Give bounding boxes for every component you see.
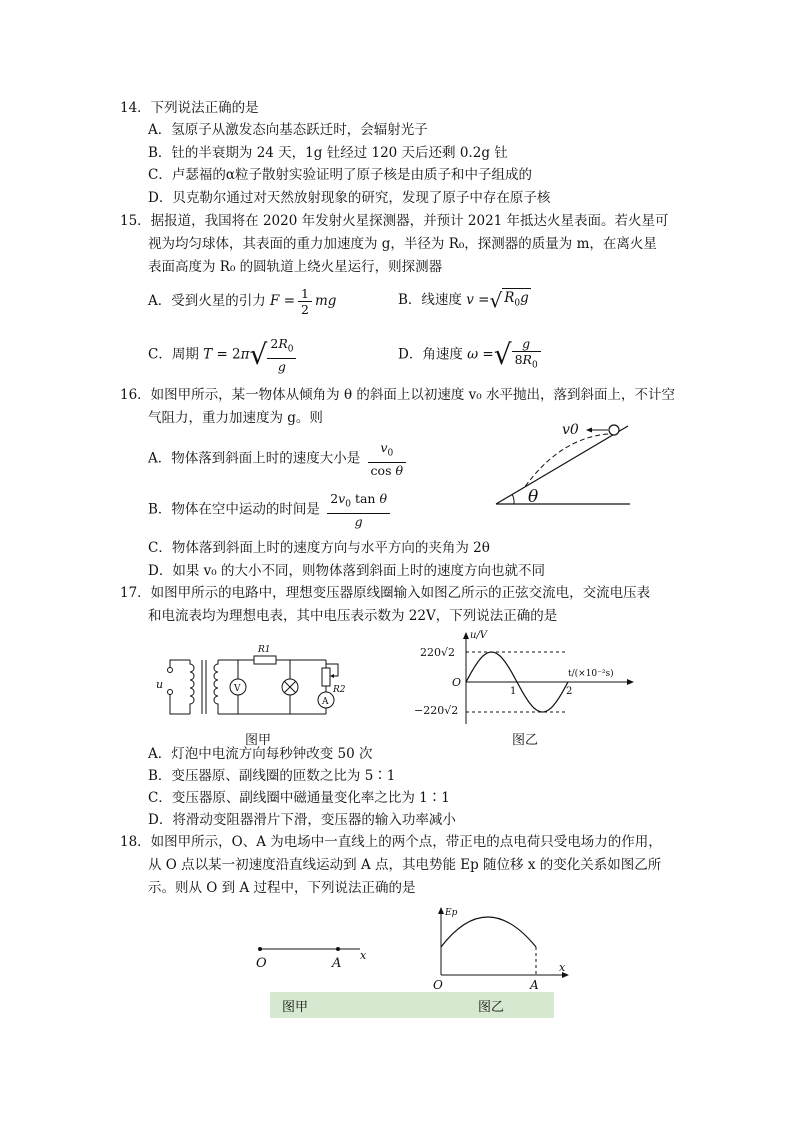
svg-text:A: A [322,697,329,707]
q16-stem-line1: 16．如图甲所示，某一物体从倾角为 θ 的斜面上以初速度 v₀ 水平抛出，落到斜面上，不计空 [120,387,676,403]
x-tick-2: 2 [566,686,573,697]
x-axis-label: x [360,949,367,962]
x-axis-label-graph: x [559,961,566,974]
x-tick-1: 1 [510,686,517,697]
graph-origin-label: O [433,978,443,992]
graph-a-label: A [530,978,539,992]
q16-option-b: B．物体在空中运动的时间是 $\frac{2v_0 \tan \theta}{g}$ [148,491,393,529]
y-max-label: 220√2 [420,646,456,659]
q16-incline-figure [490,418,640,510]
q14-option-d: D．贝克勒尔通过对天然放射现象的研究，发现了原子中存在原子核 [148,190,551,206]
q16-option-d: D．如果 v₀ 的大小不同，则物体落到斜面上时的速度方向也就不同 [148,563,545,579]
q15-option-a-label: A．受到火星的引力 [148,293,266,309]
q18-caption-yi: 图乙 [478,1000,505,1015]
q14-option-c: C．卢瑟福的α粒子散射实验证明了原子核是由质子和中子组成的 [148,167,532,183]
q16-stem-line2: 气阻力，重力加速度为 g。则 [148,410,323,426]
ball-icon [609,425,619,435]
ep-axis-label: Ep [445,908,458,918]
point-a-label: A [332,956,342,971]
q17-option-d: D．将滑动变阻器滑片下滑，变压器的输入功率减小 [148,812,456,828]
q18-stem-line2: 从 O 点以某一初速度沿直线运动到 A 点，其电势能 Ep 随位移 x 的变化关系如图乙所 [148,857,662,873]
theta-label: θ [528,487,539,507]
svg-text:V: V [234,684,241,694]
q17-stem-line1: 17．如图甲所示的电路中，理想变压器原线圈输入如图乙所示的正弦交流电，交流电压表 [120,585,651,601]
q15-option-a: A．受到火星的引力 F = $\frac{1}{2}$ mg [148,286,337,317]
q18-stem-line3: 示。则从 O 到 A 过程中，下列说法正确的是 [148,880,416,896]
q18-line-figure [250,935,380,975]
v0-label: v0 [562,422,579,438]
q18-caption-jia: 图甲 [282,1000,309,1015]
q16-option-a-label: A．物体落到斜面上时的速度大小是 [148,450,361,467]
q17-circuit-diagram [150,640,350,724]
q16-option-c: C．物体落到斜面上时的速度方向与水平方向的夹角为 2θ [148,540,490,556]
q15-option-b: B．线速度 v =√ $R_0g$ [398,288,529,313]
rheostat-icon [322,668,330,686]
q15-stem-line3: 表面高度为 R₀ 的圆轨道上绕火星运行，则探测器 [148,259,443,275]
q17-caption-yi: 图乙 [512,733,539,748]
x-axis-label: t/(×10⁻²s) [568,669,614,679]
q14-option-b: B．钍的半衰期为 24 天，1g 钍经过 120 天后还剩 0.2g 钍 [148,145,508,161]
q14-option-a: A．氢原子从激发态向基态跃迁时，会辐射光子 [148,122,428,138]
q17-stem-line2: 和电流表均为理想电表，其中电压表示数为 22V，下列说法正确的是 [148,608,558,624]
r1-label: R1 [258,645,271,655]
q14-stem: 14．下列说法正确的是 [120,100,259,116]
ep-curve [441,917,536,947]
q18-stem-line1: 18．如图甲所示，O、A 为电场中一直线上的两个点，带正电的点电荷只受电场力的作用， [120,834,662,850]
q17-option-c: C．变压器原、副线圈中磁通量变化率之比为 1∶1 [148,790,450,806]
y-min-label: −220√2 [414,704,459,717]
q15-option-d: D．角速度 ω =√ $\frac{g}{8R_0}$ [398,336,541,374]
q15-stem-line2: 视为均匀球体，其表面的重力加速度为 g，半径为 R₀，探测器的质量为 m，在离火星 [148,236,657,252]
y-axis-label: u/V [470,630,488,641]
q15-stem-line1: 15．据报道，我国将在 2020 年发射火星探测器，并预计 2021 年抵达火星表面。若火星可 [120,213,669,229]
q15-option-b-label: B．线速度 [398,291,462,308]
q17-voltage-graph [410,628,650,728]
q18-potential-energy-graph [425,903,575,993]
q18-caption-bar [270,992,554,1018]
q17-caption-jia: 图甲 [245,733,272,748]
q15-option-d-label: D．角速度 [398,346,463,363]
origin-label: O [452,676,462,689]
u-label: u [156,678,164,691]
q17-option-b: B．变压器原、副线圈的匝数之比为 5∶1 [148,768,396,784]
q16-option-b-label: B．物体在空中运动的时间是 [148,501,320,518]
q17-option-a: A．灯泡中电流方向每秒钟改变 50 次 [148,746,373,762]
q16-option-a: A．物体落到斜面上时的速度大小是 $\frac{v_0}{\text{cos θ}}$ [148,440,409,478]
q15-option-c-label: C．周期 [148,346,199,363]
q15-option-c: C．周期 T = 2π√ $\frac{2R_0}{g}$ [148,336,296,374]
point-o-label: O [256,956,267,971]
r2-label: R2 [333,685,346,695]
